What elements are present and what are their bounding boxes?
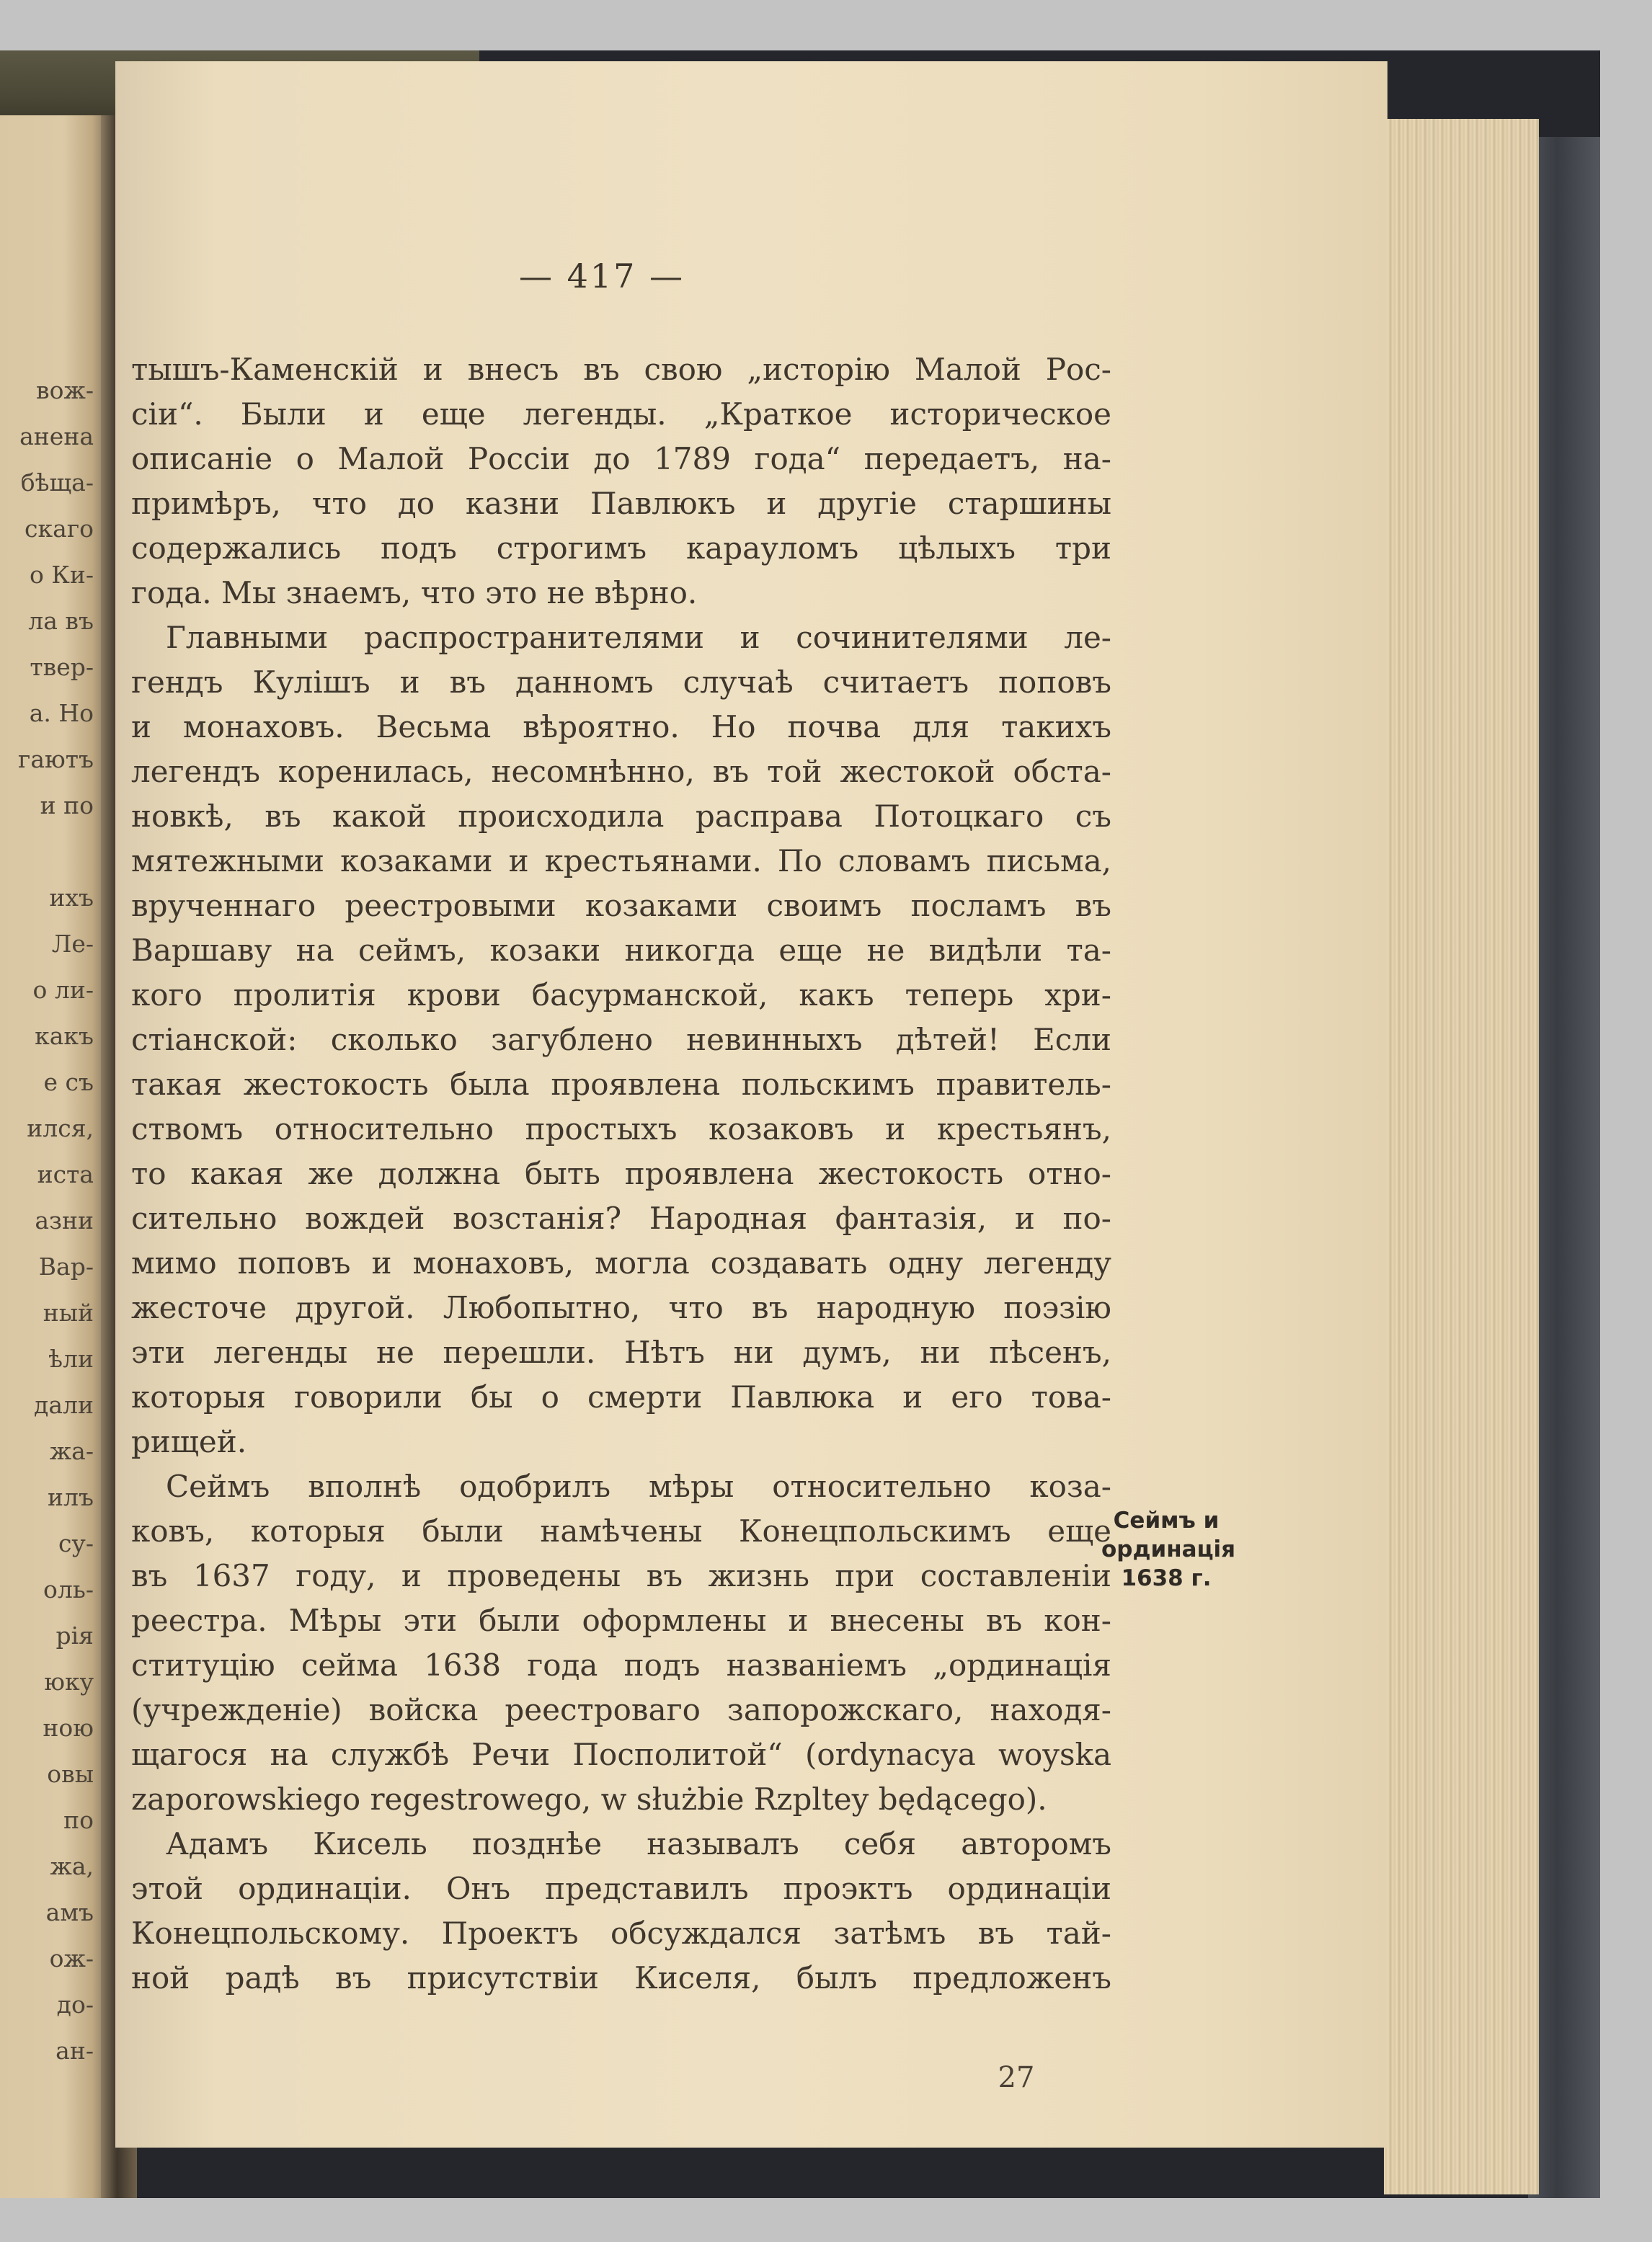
text-line: Адамъ Кисель позднѣе называлъ себя авторомъ bbox=[166, 1826, 1111, 1861]
text-line: въ 1637 году, и проведены въ жизнь при составленіи bbox=[131, 1558, 1111, 1593]
left-page-fragment: ился, bbox=[27, 1114, 94, 1142]
margin-note-line: Сеймъ и bbox=[1113, 1508, 1220, 1534]
text-line: Сеймъ вполнѣ одобрилъ мѣры относительно коза- bbox=[166, 1469, 1111, 1504]
left-page-fragment: скаго bbox=[25, 515, 94, 543]
text-line: кого пролитія крови басурманской, какъ теперь хри- bbox=[131, 977, 1111, 1013]
text-line: гендъ Кулішъ и въ данномъ случаѣ считаетъ поповъ bbox=[131, 664, 1111, 700]
text-line: мятежными козаками и крестьянами. По словамъ письма, bbox=[131, 843, 1111, 878]
left-page-fragment: ож- bbox=[49, 1944, 94, 1972]
left-page-fragment: илъ bbox=[48, 1483, 94, 1511]
left-page-fragment: оль- bbox=[43, 1575, 94, 1603]
text-line: и монаховъ. Весьма вѣроятно. Но почва для такихъ bbox=[131, 709, 1111, 744]
left-page-fragment: какъ bbox=[35, 1022, 94, 1050]
left-page-fragment: а. Но bbox=[29, 699, 94, 727]
text-line: ковъ, которыя были намѣчены Конецпольскимъ еще bbox=[131, 1513, 1111, 1549]
text-line: содержались подъ строгимъ карауломъ цѣлыхъ три bbox=[131, 530, 1111, 566]
left-page-fragment: и по bbox=[40, 791, 94, 819]
page-header: — 417 — bbox=[518, 257, 685, 295]
text-line: описаніе о Малой Россіи до 1789 года“ передаетъ, на- bbox=[131, 441, 1111, 476]
left-page-fragment: по bbox=[63, 1806, 94, 1834]
text-line: сіи“. Были и еще легенды. „Краткое историческое bbox=[131, 396, 1111, 432]
text-line: стіанской: сколько загублено невинныхъ дѣтей! Если bbox=[131, 1022, 1111, 1057]
text-line: легендъ коренилась, несомнѣнно, въ той жестокой обста- bbox=[131, 754, 1111, 789]
text-line: эти легенды не перешли. Нѣтъ ни думъ, ни пѣсенъ, bbox=[131, 1335, 1111, 1370]
text-line: ствомъ относительно простыхъ козаковъ и крестьянъ, bbox=[131, 1111, 1111, 1147]
left-page-fragment: амъ bbox=[45, 1898, 94, 1926]
text-line: щагося на службѣ Речи Посполитой“ (ordynacya woyska bbox=[131, 1737, 1111, 1772]
left-page-fragment: овы bbox=[47, 1760, 94, 1788]
left-page-fragment: Вар- bbox=[38, 1253, 94, 1281]
left-page-fragment: Ле- bbox=[51, 930, 94, 958]
left-page-fragment: иста bbox=[37, 1160, 94, 1188]
left-page-fragment: анена bbox=[19, 422, 94, 450]
page-number: 27 bbox=[998, 2061, 1035, 2094]
text-line: сительно вождей возстанія? Народная фантазія, и по- bbox=[131, 1201, 1111, 1236]
text-line: жесточе другой. Любопытно, что въ народную поэзію bbox=[131, 1290, 1111, 1325]
text-line: года. Мы знаемъ, что это не вѣрно. bbox=[131, 575, 698, 610]
text-line: которыя говорили бы о смерти Павлюка и его това- bbox=[131, 1379, 1111, 1415]
left-page-fragment: жа, bbox=[50, 1852, 94, 1880]
page-edges bbox=[1384, 119, 1539, 2194]
text-line: этой ординаціи. Онъ представилъ проэктъ ординаціи bbox=[131, 1871, 1111, 1906]
text-line: врученнаго реестровыми козаками своимъ посламъ въ bbox=[131, 888, 1111, 923]
left-page-fragment: дали bbox=[34, 1391, 94, 1419]
text-line: zaporowskiego regestrowego, w służbie Rzpltey będącego). bbox=[131, 1781, 1047, 1817]
left-page-fragment: до- bbox=[56, 1990, 94, 2019]
left-page-fragment: о Ки- bbox=[29, 561, 94, 589]
left-page-fragment: юку bbox=[44, 1668, 94, 1696]
left-page-fragment: ный bbox=[43, 1299, 94, 1327]
left-page-fragment: гаютъ bbox=[18, 745, 94, 773]
text-line: Конецпольскому. Проектъ обсуждался затѣмъ въ тай- bbox=[131, 1916, 1111, 1951]
text-line: Главными распространителями и сочинителями ле- bbox=[166, 620, 1111, 655]
text-line: новкѣ, въ какой происходила расправа Потоцкаго съ bbox=[131, 799, 1111, 834]
left-page-fragment: рія bbox=[55, 1622, 94, 1650]
left-page-fragment: ѣли bbox=[48, 1345, 94, 1373]
left-page-fragment: бѣща- bbox=[20, 468, 94, 497]
left-page-fragment: ан- bbox=[55, 2037, 94, 2065]
left-page-fragment: о ли- bbox=[32, 976, 94, 1004]
left-page-fragment: ихъ bbox=[49, 884, 94, 912]
margin-note bbox=[1101, 1506, 1236, 1593]
text-line: такая жестокость была проявлена польскимъ правитель- bbox=[131, 1067, 1111, 1102]
left-page-fragment: вож- bbox=[36, 376, 94, 404]
left-page-text-fragments bbox=[0, 368, 94, 2074]
text-line: Варшаву на сеймъ, козаки никогда еще не видѣли та- bbox=[131, 933, 1111, 968]
margin-note-line: ординація bbox=[1101, 1536, 1236, 1562]
text-line: (учрежденіе) войска реестроваго запорожскаго, находя- bbox=[131, 1692, 1111, 1727]
text-line: ституцію сейма 1638 года подъ названіемъ „ординація bbox=[131, 1647, 1111, 1683]
left-page-fragment: ною bbox=[43, 1714, 94, 1742]
left-page-fragment bbox=[0, 829, 94, 875]
left-page-fragment: азни bbox=[35, 1206, 94, 1235]
background-strip bbox=[1528, 137, 1600, 2198]
text-line: то какая же должна быть проявлена жестокость отно- bbox=[131, 1156, 1111, 1191]
left-page-fragment: е съ bbox=[43, 1068, 94, 1096]
left-page-fragment: су- bbox=[58, 1529, 94, 1557]
text-line: реестра. Мѣры эти были оформлены и внесены въ кон- bbox=[131, 1603, 1111, 1638]
text-line: мимо поповъ и монаховъ, могла создавать одну легенду bbox=[131, 1245, 1111, 1281]
text-line: рищей. bbox=[131, 1424, 247, 1459]
text-line: тышъ-Каменскій и внесъ въ свою „исторію Малой Рос- bbox=[131, 352, 1111, 387]
left-page-fragment: твер- bbox=[30, 653, 94, 681]
left-page-fragment: жа- bbox=[49, 1437, 94, 1465]
margin-note-line: 1638 г. bbox=[1121, 1565, 1212, 1591]
left-page-fragment: ла въ bbox=[28, 607, 94, 635]
text-line: примѣръ, что до казни Павлюкъ и другіе старшины bbox=[131, 486, 1111, 521]
text-line: ной радѣ въ присутствіи Киселя, былъ предложенъ bbox=[131, 1960, 1111, 1996]
body-text bbox=[131, 347, 1111, 2001]
